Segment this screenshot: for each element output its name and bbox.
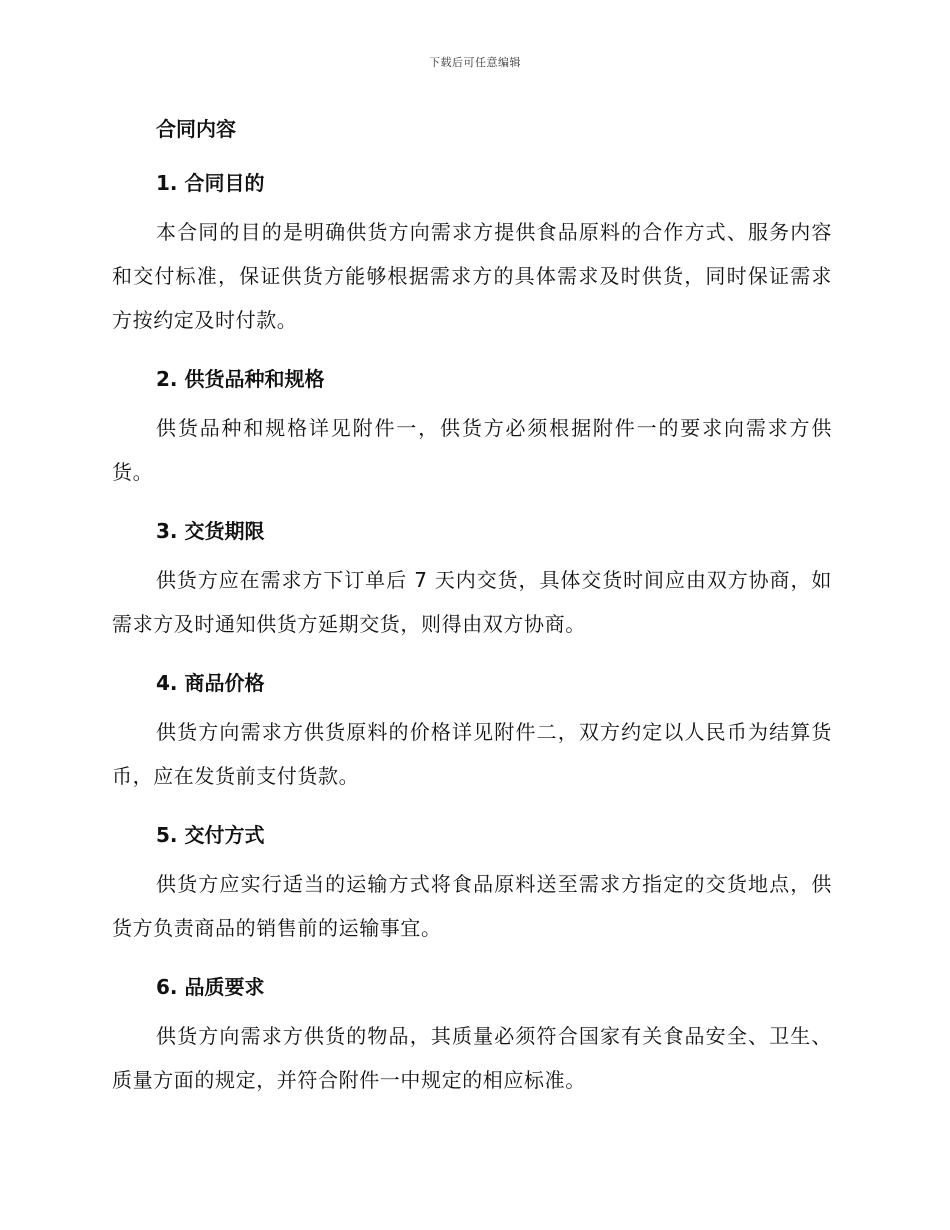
section-paragraph: 供货品种和规格详见附件一，供货方必须根据附件一的要求向需求方供货。 xyxy=(112,416,832,484)
section-paragraph: 供货方应在需求方下订单后 7 天内交货，具体交货时间应由双方协商，如需求方及时通知供货方延期交货，则得由双方协商。 xyxy=(112,568,832,636)
section-heading: 4. 商品价格 xyxy=(156,671,265,695)
section-quality xyxy=(112,970,832,1102)
document-title: 合同内容 xyxy=(156,117,236,141)
section-heading: 5. 交付方式 xyxy=(156,823,265,847)
section-price xyxy=(112,666,832,798)
section-varieties xyxy=(112,362,832,494)
section-purpose xyxy=(112,166,832,342)
section-paragraph: 本合同的目的是明确供货方向需求方提供食品原料的合作方式、服务内容和交付标准，保证供货方能够根据需求方的具体需求及时供货，同时保证需求方按约定及时付款。 xyxy=(112,220,832,332)
page-header-note: 下载后可任意编辑 xyxy=(429,56,521,69)
section-delivery-period xyxy=(112,514,832,646)
section-heading: 2. 供货品种和规格 xyxy=(156,367,325,391)
section-heading: 3. 交货期限 xyxy=(156,519,265,543)
section-heading: 6. 品质要求 xyxy=(156,975,265,999)
section-paragraph: 供货方向需求方供货原料的价格详见附件二，双方约定以人民币为结算货币，应在发货前支付货款。 xyxy=(112,720,832,788)
section-paragraph: 供货方向需求方供货的物品，其质量必须符合国家有关食品安全、卫生、质量方面的规定，并符合附件一中规定的相应标准。 xyxy=(112,1024,832,1092)
section-delivery-method xyxy=(112,818,832,950)
document-body xyxy=(112,112,832,1102)
section-heading: 1. 合同目的 xyxy=(156,171,265,195)
section-paragraph: 供货方应实行适当的运输方式将食品原料送至需求方指定的交货地点，供货方负责商品的销售前的运输事宜。 xyxy=(112,872,832,940)
